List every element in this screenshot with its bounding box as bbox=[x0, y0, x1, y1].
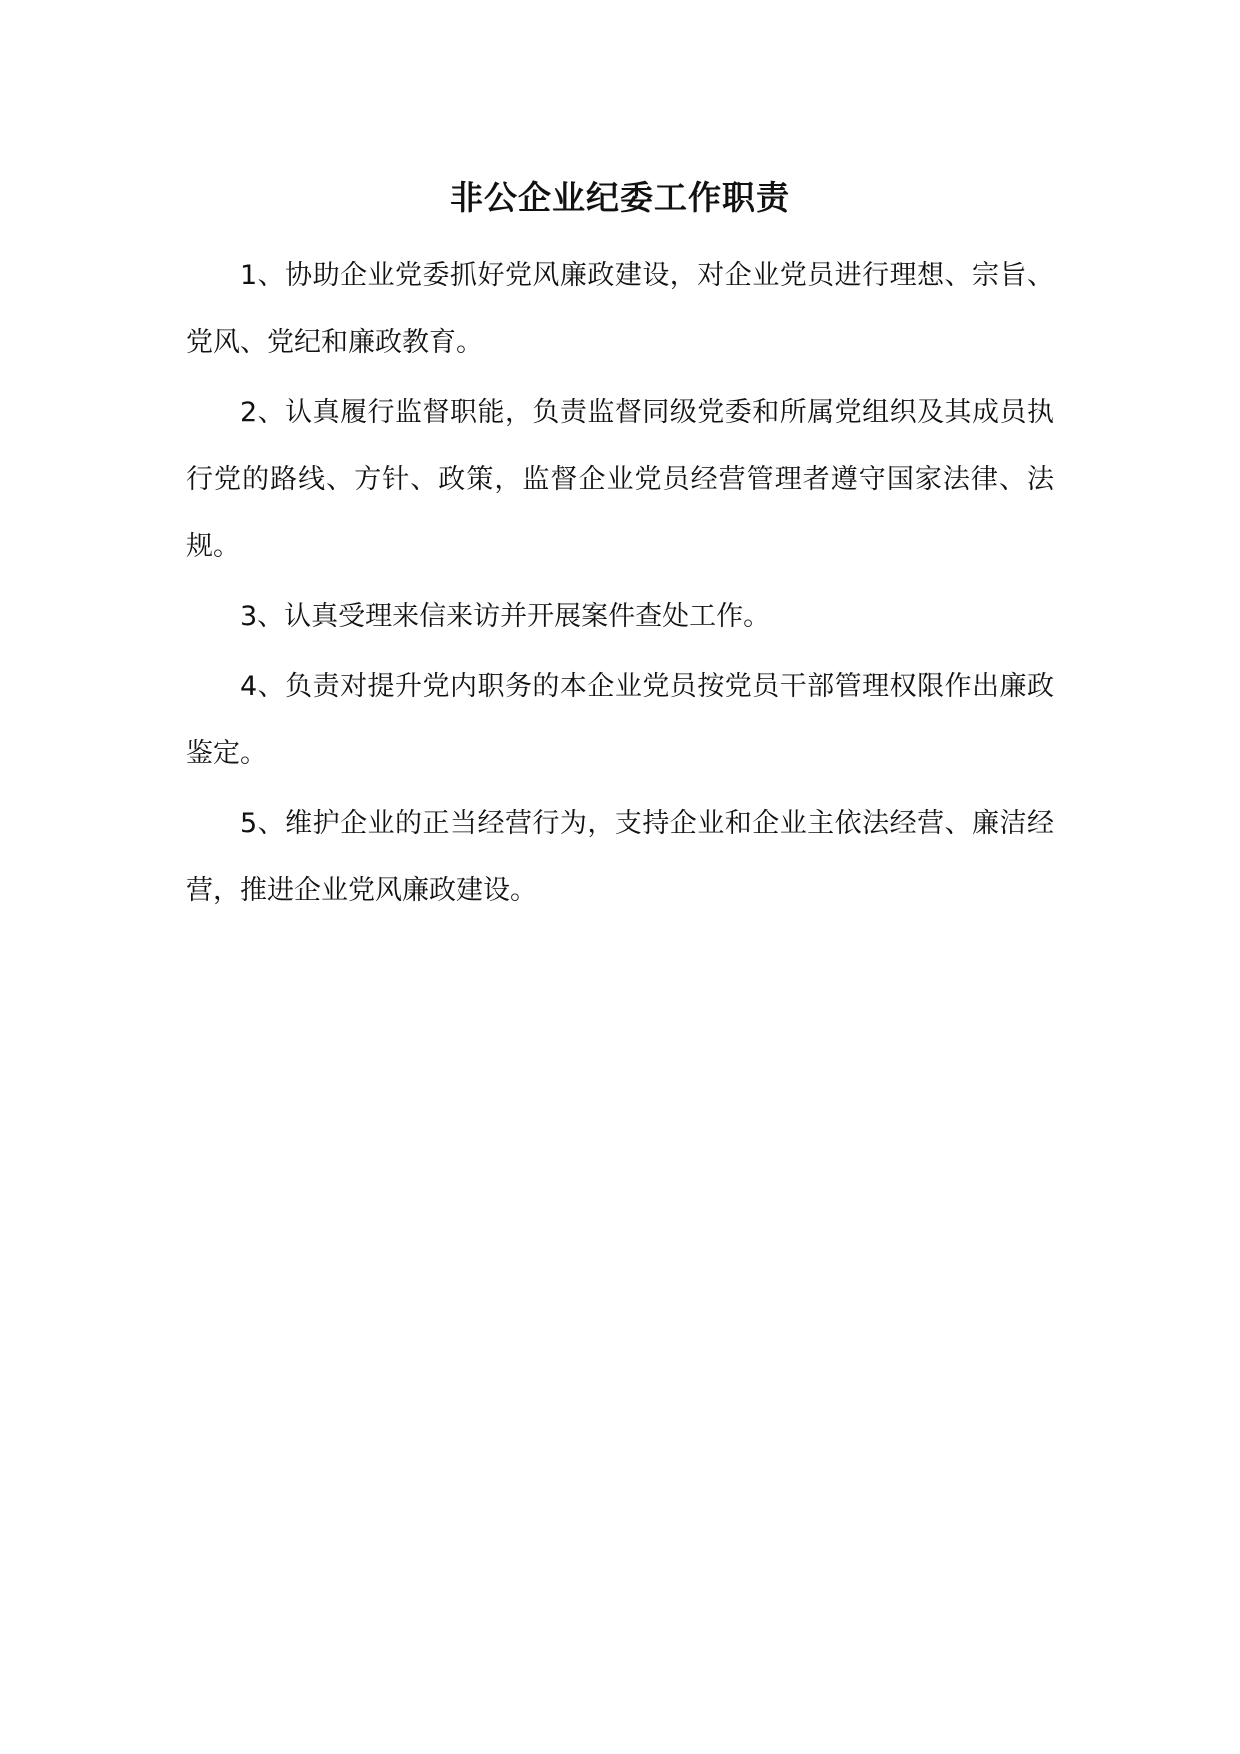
document-title: 非公企业纪委工作职责 bbox=[450, 178, 790, 217]
clause-4: 4、负责对提升党内职务的本企业党员按党员干部管理权限作出廉政鉴定。 bbox=[186, 671, 1054, 769]
clause-2: 2、认真履行监督职能，负责监督同级党委和所属党组织及其成员执行党的路线、方针、政策，监督企业党员经营管理者遵守国家法律、法规。 bbox=[186, 397, 1054, 562]
clause-3: 3、认真受理来信来访并开展案件查处工作。 bbox=[240, 601, 771, 632]
clause-5: 5、维护企业的正当经营行为，支持企业和企业主依法经营、廉洁经营，推进企业党风廉政建设。 bbox=[186, 808, 1054, 906]
clause-1: 1、协助企业党委抓好党风廉政建设，对企业党员进行理想、宗旨、党风、党纪和廉政教育。 bbox=[186, 260, 1054, 358]
